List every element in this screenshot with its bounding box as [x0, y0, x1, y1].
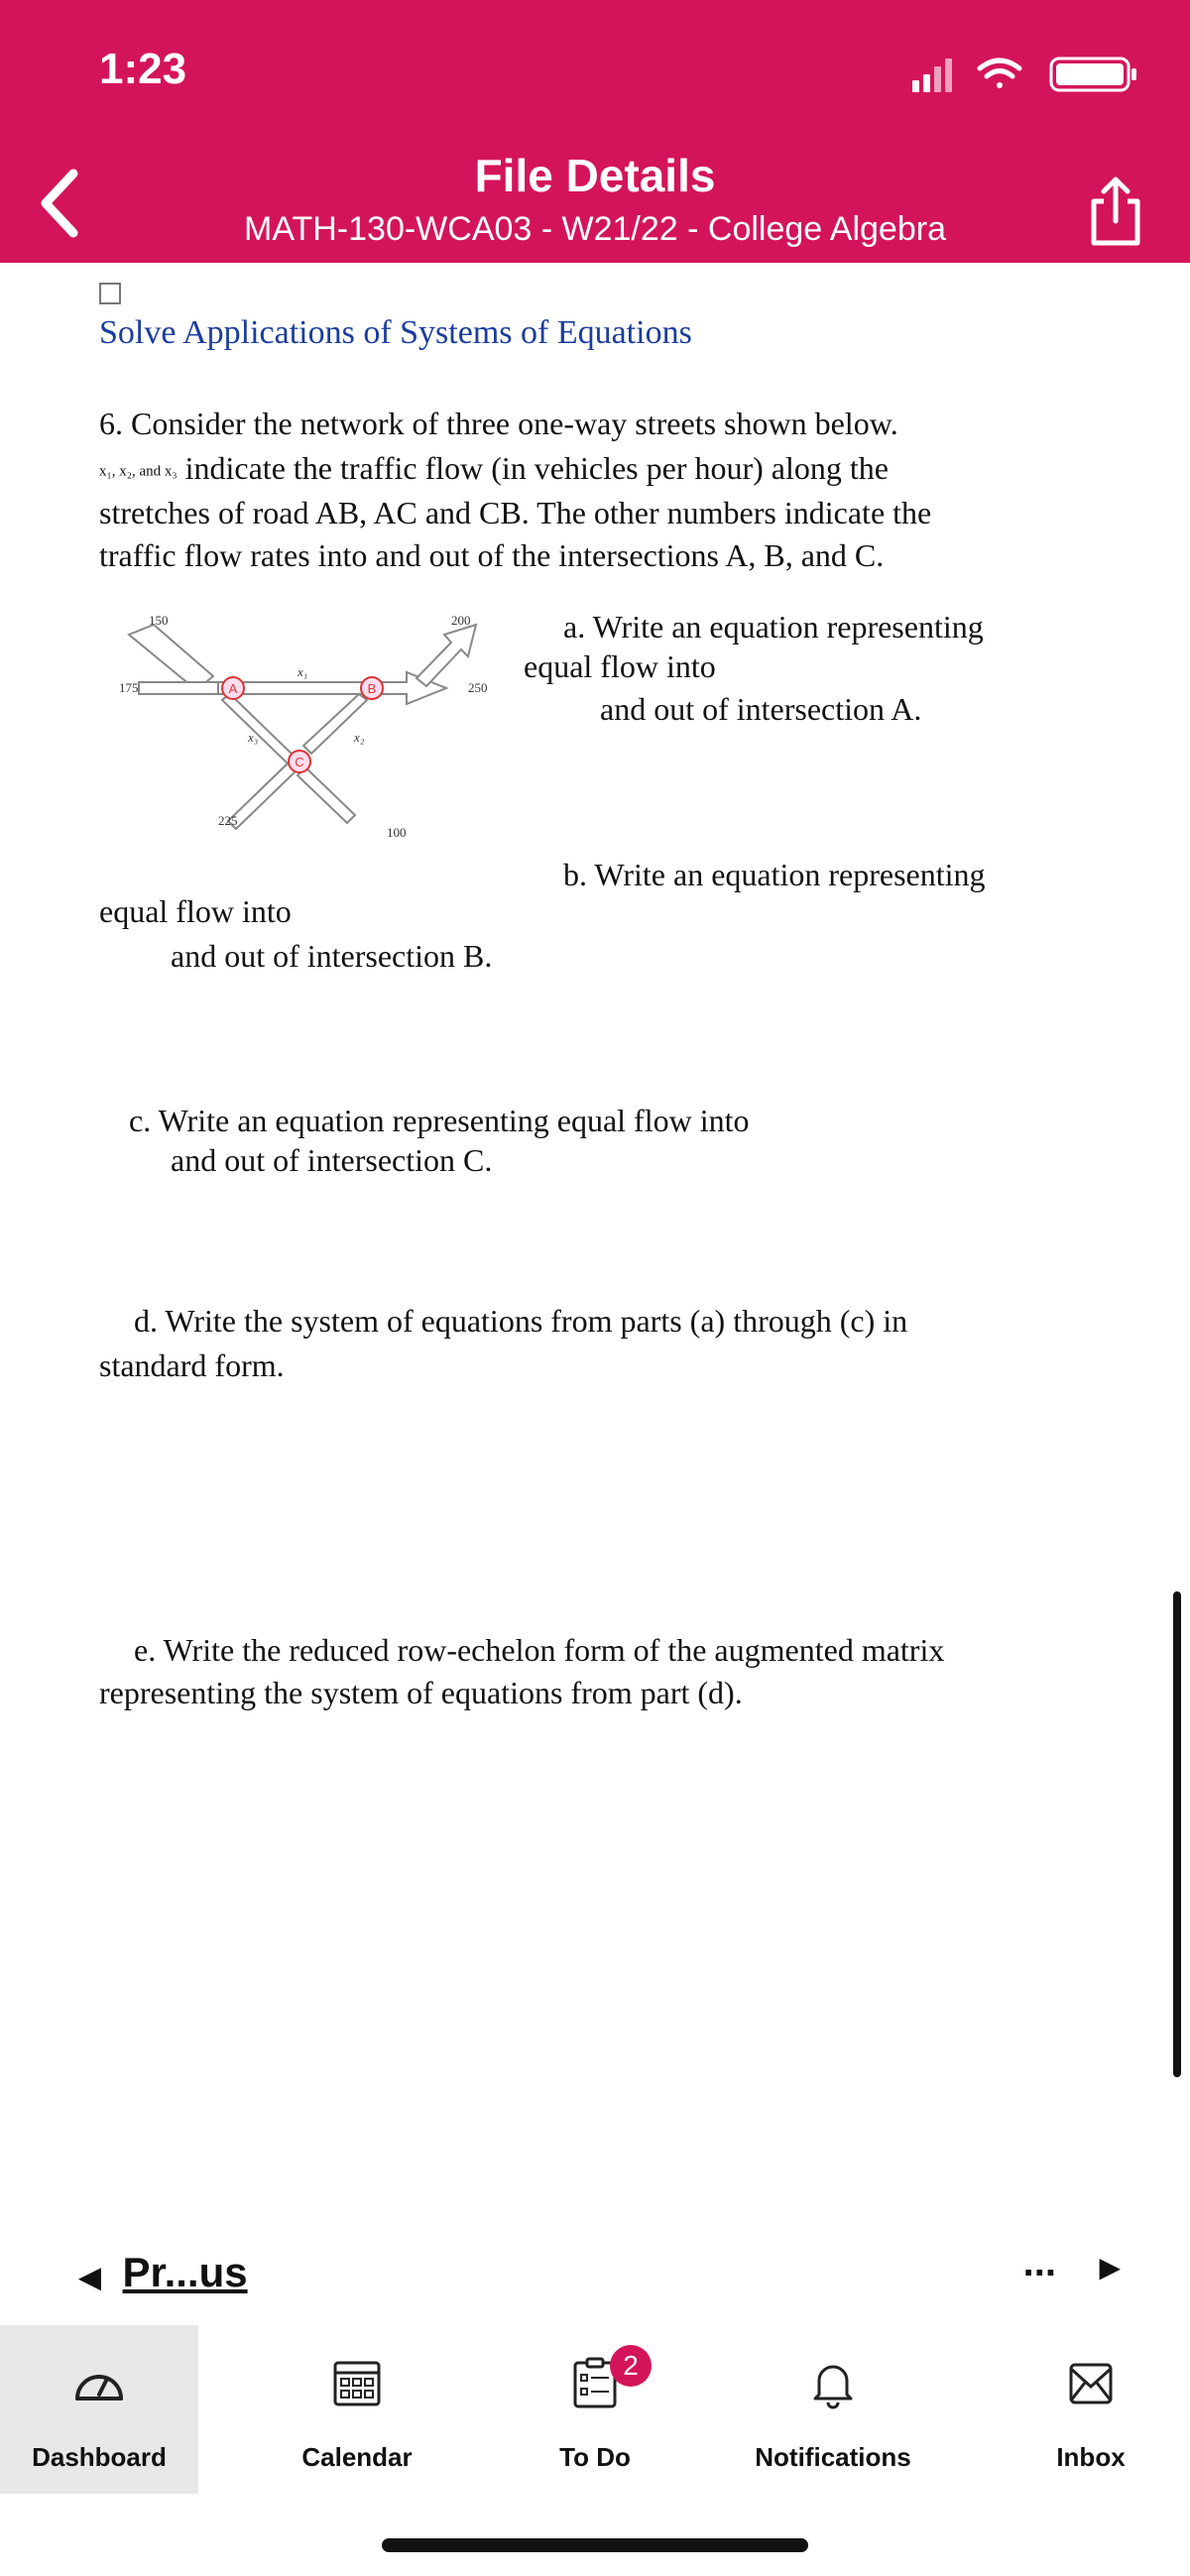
tab-todo[interactable] [496, 2325, 694, 2494]
tab-label: Dashboard [32, 2442, 167, 2472]
part-c-text: c. Write an equation representing equal flow into [129, 1103, 750, 1138]
road-cb [303, 694, 367, 754]
road-ab [218, 672, 446, 704]
previous-arrow-icon: ◀ [79, 2262, 101, 2292]
part-a-text: a. Write an equation representing [563, 609, 984, 644]
home-indicator[interactable] [382, 2538, 808, 2552]
part-a-text: and out of intersection A. [600, 691, 922, 727]
part-b-text: b. Write an equation representing [563, 857, 986, 892]
more-options-button[interactable]: ... [1022, 2241, 1056, 2284]
node-b-label: B [367, 681, 377, 696]
document-heading: Solve Applications of Systems of Equations [99, 314, 692, 351]
document-viewer [0, 263, 1190, 2236]
tab-calendar[interactable] [258, 2325, 456, 2494]
part-b-text: equal flow into [99, 893, 292, 929]
road-out-200 [416, 625, 476, 686]
road-out-225 [228, 763, 296, 829]
wifi-icon [980, 60, 1019, 88]
bell-icon [805, 2355, 861, 2410]
variable-x1-label: x₁ [298, 664, 308, 679]
bottom-tab-bar [0, 2325, 1190, 2494]
flow-label-250: 250 [468, 680, 488, 695]
problem-text: indicate the traffic flow (in vehicles per hour) along the [177, 450, 889, 486]
tab-label: Inbox [1056, 2442, 1126, 2472]
share-icon[interactable] [1086, 174, 1145, 248]
file-pager [0, 2231, 1190, 2320]
tab-notifications[interactable] [734, 2325, 932, 2494]
intersection-a [222, 677, 244, 699]
problem-text: 6. Consider the network of three one-way streets shown below. [99, 406, 898, 441]
problem-text: traffic flow rates into and out of the intersections A, B, and C. [99, 537, 885, 573]
battery-icon [1051, 59, 1136, 90]
calendar-icon [329, 2355, 385, 2410]
next-arrow-icon[interactable]: ▶ [1099, 2252, 1121, 2283]
tab-inbox[interactable] [992, 2325, 1190, 2494]
road-in-175 [139, 682, 218, 694]
page-title: File Details [474, 150, 716, 201]
road-out-100 [298, 767, 355, 823]
road-in-150 [129, 625, 213, 690]
previous-file-link[interactable] [79, 2249, 248, 2296]
variables-label: x₁, x₂, and x₃ [99, 463, 178, 480]
node-c-label: C [295, 755, 304, 769]
todo-count-badge: 2 [610, 2345, 652, 2387]
part-d-text: standard form. [99, 1347, 285, 1383]
part-e-text: representing the system of equations from part (d). [99, 1675, 743, 1710]
flow-label-150: 150 [149, 613, 169, 628]
variable-x2-label: x₂ [354, 730, 365, 745]
flow-label-200: 200 [451, 613, 471, 628]
problem-text: stretches of road AB, AC and CB. The other numbers indicate the [99, 495, 932, 530]
tab-dashboard[interactable] [0, 2325, 198, 2494]
cellular-signal-icon [912, 59, 952, 92]
status-time: 1:23 [99, 45, 187, 93]
status-icons [912, 55, 1140, 94]
variable-x3-label: x₃ [248, 730, 259, 745]
part-a-text: equal flow into [524, 648, 716, 684]
checkbox[interactable] [99, 283, 121, 304]
previous-file-label: Pr...us [122, 2249, 248, 2295]
part-b-text: and out of intersection B. [171, 938, 493, 974]
dashboard-icon [71, 2355, 127, 2410]
node-a-label: A [228, 681, 238, 696]
part-c-text: and out of intersection C. [171, 1142, 493, 1178]
traffic-network-diagram [119, 595, 555, 853]
road-ac [222, 694, 296, 763]
intersection-b [361, 677, 383, 699]
flow-label-225: 225 [218, 813, 238, 828]
tab-label: Calendar [301, 2442, 413, 2472]
tab-label: To Do [559, 2442, 631, 2472]
part-e-text: e. Write the reduced row-echelon form of the augmented matrix [134, 1632, 945, 1668]
course-subtitle: MATH-130-WCA03 - W21/22 - College Algebra [244, 210, 946, 248]
scrollbar[interactable] [1173, 1591, 1181, 2077]
inbox-icon [1063, 2355, 1119, 2410]
flow-label-100: 100 [387, 825, 407, 840]
part-d-text: d. Write the system of equations from parts (a) through (c) in [134, 1303, 908, 1339]
tab-label: Notifications [755, 2442, 911, 2472]
app-header [0, 0, 1190, 263]
intersection-c [289, 751, 310, 772]
flow-label-175: 175 [119, 680, 139, 695]
problem-text [99, 446, 889, 494]
